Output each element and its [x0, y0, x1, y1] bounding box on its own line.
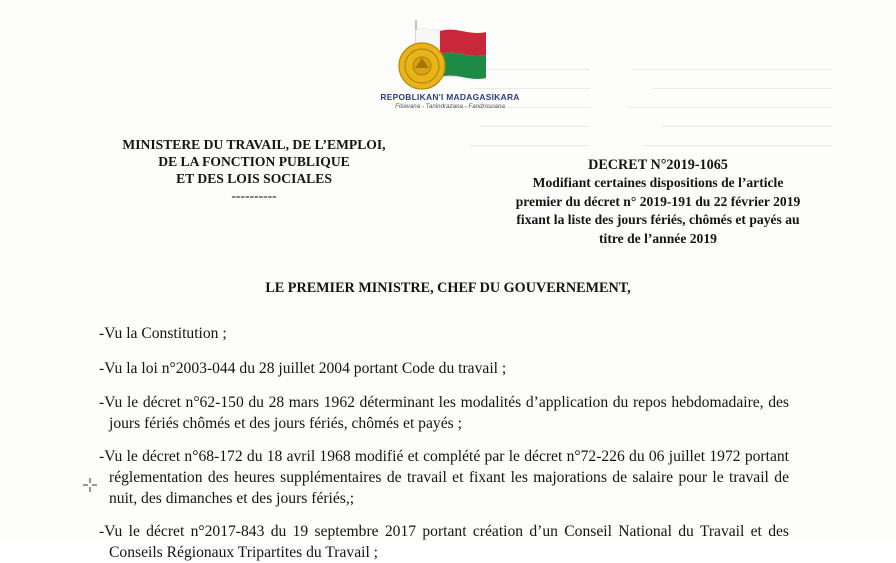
authority-line: LE PREMIER MINISTRE, CHEF DU GOUVERNEMENT, — [265, 280, 631, 296]
flag-seal-icon — [360, 18, 540, 94]
considerations-list — [99, 324, 789, 563]
decree-number: DECRET N°2019-1065 — [588, 157, 728, 173]
decree-subject-line-1: Modifiant certaines dispositions de l’article — [532, 175, 784, 191]
decree-heading — [462, 156, 854, 248]
consideration-item: -Vu le décret n°68-172 du 18 avril 1968 modifié et complété par le décret n°72-226 du 06 juillet 1972 portant réglementation des heures supplémentaires de travail et fixant les majorations de salaire pour le travail de nuit, des dimanches et des jours fériés,; — [99, 448, 789, 507]
consideration-item: -Vu la Constitution ; — [99, 325, 227, 342]
consideration-item: -Vu le décret n°2017-843 du 19 septembre 2017 portant création d’un Conseil National du Travail et des Conseils Régionaux Tripartites du Travail ; — [99, 523, 789, 561]
crosshair-cursor-icon — [83, 478, 97, 492]
ministry-header — [94, 136, 414, 204]
consideration-item: -Vu la loi n°2003-044 du 28 juillet 2004 portant Code du travail ; — [99, 359, 507, 377]
republic-emblem — [360, 18, 540, 118]
consideration-item: -Vu le décret n°62-150 du 28 mars 1962 déterminant les modalités d’application du repos hebdomadaire, des jours fériés chômés et des jours fériés, chômés et payés ; — [99, 394, 789, 432]
ministry-line-2: DE LA FONCTION PUBLIQUE — [158, 154, 350, 169]
emblem-title: REPOBLIKAN'I MADAGASIKARA — [380, 92, 520, 102]
decree-subject-line-2: premier du décret n° 2019-191 du 22 février 2019 — [515, 193, 801, 209]
emblem-motto: Fitiavana - Tanindrazana - Fandrosoana — [395, 103, 505, 110]
ministry-separator: ---------- — [231, 188, 277, 203]
decree-subject-line-3: fixant la liste des jours fériés, chômés et payés au — [516, 212, 800, 228]
decree-subject-line-4: titre de l’année 2019 — [599, 230, 717, 246]
ministry-line-3: ET DES LOIS SOCIALES — [176, 171, 332, 186]
ministry-line-1: MINISTERE DU TRAVAIL, DE L’EMPLOI, — [122, 137, 386, 152]
